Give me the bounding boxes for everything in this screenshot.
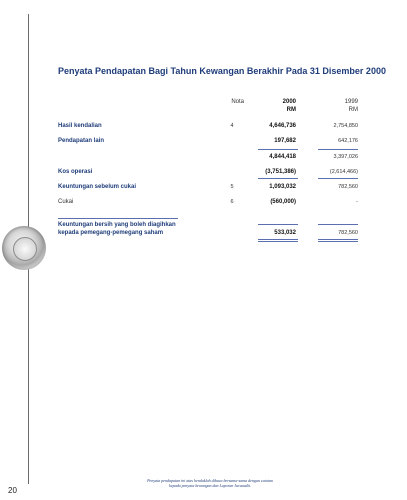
- value-1999: 2,754,850: [333, 123, 358, 129]
- net-rule-2000: [258, 224, 298, 225]
- row-label-pendapatan-lain: Pendapatan lain: [58, 138, 105, 144]
- value-1999: (2,614,466): [329, 169, 358, 175]
- net-value-1999: 782,560: [338, 230, 358, 236]
- subtotal-rule-2000: [258, 149, 298, 150]
- column-header-unit-2000: RM: [286, 107, 296, 113]
- subtotal-value-2000: 4,844,418: [269, 154, 296, 160]
- page-title: Penyata Pendapatan Bagi Tahun Kewangan Berakhir Pada 31 Disember 2000: [58, 66, 386, 76]
- column-header-nota: Nota: [231, 99, 244, 105]
- net-rule-1999: [318, 224, 358, 225]
- row-label-kos-operasi: Kos operasi: [58, 169, 93, 175]
- profit-rule-1999: [318, 178, 358, 179]
- net-value-2000: 533,032: [274, 230, 296, 236]
- value-1999: 642,176: [338, 138, 358, 144]
- decorative-medallion-icon: [2, 226, 46, 270]
- row-note: 6: [230, 199, 234, 205]
- double-rule-1999-a: [318, 239, 358, 240]
- value-2000: (560,000): [270, 199, 296, 205]
- footnote-line2: kepada penyata kewangan dan Laporan Juruaudit.: [169, 483, 251, 488]
- value-2000: 1,093,032: [269, 184, 296, 190]
- column-header-year-2000: 2000: [282, 99, 296, 105]
- footnote: [110, 478, 310, 488]
- subtotal-value-1999: 3,397,026: [333, 154, 358, 160]
- value-2000: 197,682: [274, 138, 296, 144]
- medallion-center-icon: [13, 237, 37, 261]
- profit-rule-2000: [258, 178, 298, 179]
- double-rule-2000-b: [258, 241, 298, 242]
- double-rule-2000-a: [258, 239, 298, 240]
- column-header-unit-1999: RM: [348, 107, 358, 113]
- row-label-keuntungan-bersih-line2: kepada pemegang-pemegang saham: [58, 230, 164, 236]
- value-2000: 4,646,736: [269, 123, 296, 129]
- row-label-cukai: Cukai: [58, 199, 74, 205]
- row-note: 4: [230, 123, 234, 129]
- value-2000: (3,751,386): [265, 169, 296, 175]
- value-1999: -: [356, 199, 358, 205]
- row-label-keuntungan-sebelum-cukai: Keuntungan sebelum cukai: [58, 184, 137, 190]
- row-label-keuntungan-bersih-line1: Keuntungan bersih yang boleh diagihkan: [58, 222, 176, 228]
- section-rule-left: [58, 218, 178, 219]
- subtotal-rule-1999: [318, 149, 358, 150]
- value-1999: 782,560: [338, 184, 358, 190]
- row-label-hasil-kendalian: Hasil kendalian: [58, 123, 102, 129]
- page-number: 20: [8, 486, 17, 495]
- column-header-year-1999: 1999: [344, 99, 358, 105]
- footnote-line1: Penyata pendapatan ini atas hendaklah dibaca bersama-sama dengan catatan: [147, 478, 273, 483]
- double-rule-1999-b: [318, 241, 358, 242]
- row-note: 5: [230, 184, 234, 190]
